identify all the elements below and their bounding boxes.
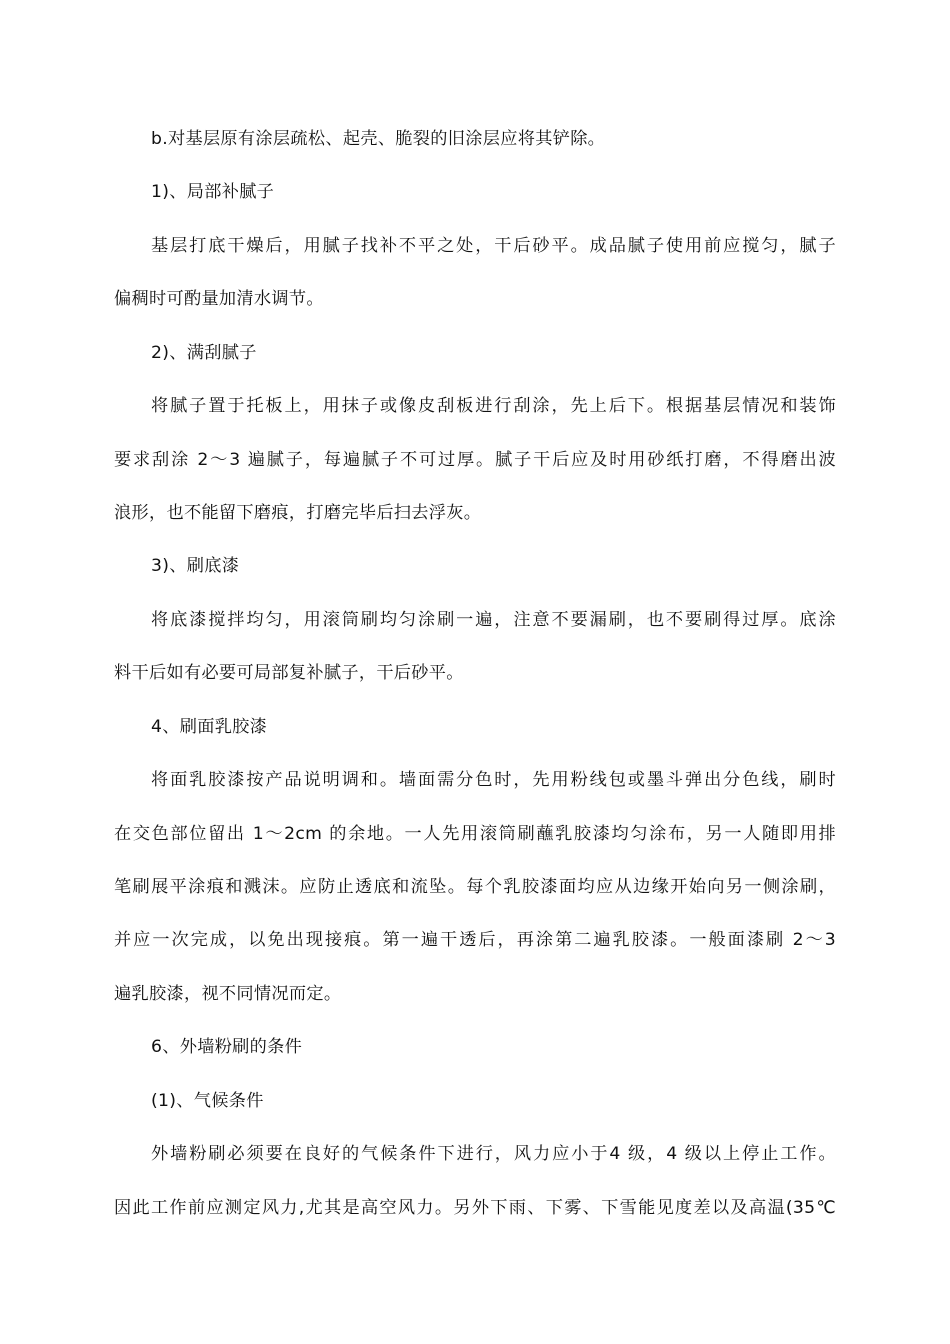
paragraph-latex-line-2: 在交色部位留出 1～2cm 的余地。一人先用滚筒刷蘸乳胶漆均匀涂布，另一人随即用排 [114,824,836,844]
heading-latex-topcoat: 4、刷面乳胶漆 [151,717,268,737]
paragraph-local-putty-line-2: 偏稠时可酌量加清水调节。 [114,289,324,309]
paragraph-latex-line-4: 并应一次完成，以免出现接痕。第一遍干透后，再涂第二遍乳胶漆。一般面漆刷 2～3 [114,930,836,950]
paragraph-note-b: b.对基层原有涂层疏松、起壳、脆裂的旧涂层应将其铲除。 [151,129,606,149]
heading-full-scrape-putty: 2)、满刮腻子 [151,343,257,363]
heading-primer: 3)、刷底漆 [151,556,240,576]
paragraph-weather-line-1: 外墙粉刷必须要在良好的气候条件下进行，风力应小于4 级，4 级以上停止工作。 [151,1144,836,1164]
paragraph-full-scrape-line-1: 将腻子置于托板上，用抹子或像皮刮板进行刮涂，先上后下。根据基层情况和装饰 [151,396,836,416]
paragraph-local-putty-line-1: 基层打底干燥后，用腻子找补不平之处，干后砂平。成品腻子使用前应搅匀，腻子 [151,236,836,256]
paragraph-full-scrape-line-2: 要求刮涂 2～3 遍腻子，每遍腻子不可过厚。腻子干后应及时用砂纸打磨，不得磨出波 [114,450,836,470]
heading-local-putty: 1)、局部补腻子 [151,182,275,202]
paragraph-latex-line-1: 将面乳胶漆按产品说明调和。墙面需分色时，先用粉线包或墨斗弹出分色线，刷时 [151,770,836,790]
paragraph-weather-line-2: 因此工作前应测定风力,尤其是高空风力。另外下雨、下雾、下雪能见度差以及高温(35℃ [114,1198,836,1218]
heading-weather-conditions: (1)、气候条件 [151,1091,264,1111]
paragraph-latex-line-5: 遍乳胶漆，视不同情况而定。 [114,984,342,1004]
paragraph-primer-line-1: 将底漆搅拌均匀，用滚筒刷均匀涂刷一遍，注意不要漏刷，也不要刷得过厚。底涂 [151,610,836,630]
paragraph-primer-line-2: 料干后如有必要可局部复补腻子，干后砂平。 [114,663,464,683]
paragraph-full-scrape-line-3: 浪形，也不能留下磨痕，打磨完毕后扫去浮灰。 [114,503,482,523]
heading-exterior-wall-conditions: 6、外墙粉刷的条件 [151,1037,303,1057]
paragraph-latex-line-3: 笔刷展平涂痕和溅沫。应防止透底和流坠。每个乳胶漆面均应从边缘开始向另一侧涂刷， [114,877,836,897]
